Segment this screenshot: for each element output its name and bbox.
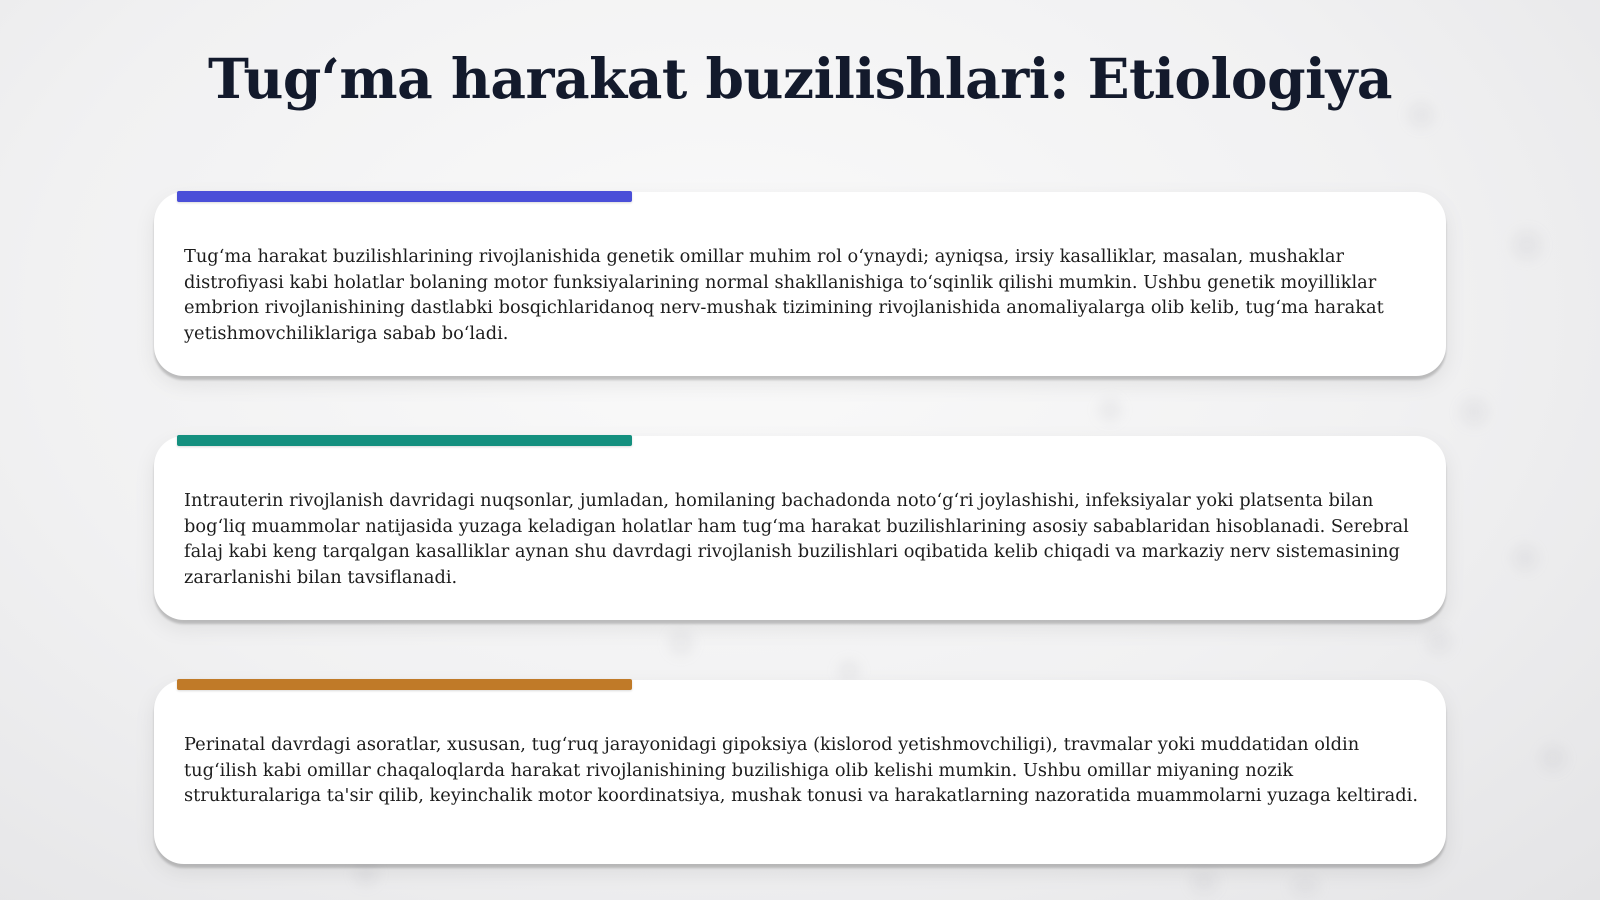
card-text: Perinatal davrdagi asoratlar, xususan, tug‘ruq jarayonidagi gipoksiya (kislorod yetishmovchiligi), travmalar yoki muddatidan oldin tug‘ilish kabi omillar chaqaloqlarda harakat rivojlanishining buzilishiga olib kelishi mumkin. Ushbu omillar miyaning nozik strukturalariga ta'sir qilib, keyinchalik motor koordinatsiya, mushak tonusi va harakatlarning nazoratida muammolarni yuzaga keltiradi. [184,734,1418,806]
etiology-card-perinatal [154,680,1446,864]
etiology-card-intrauterine [154,436,1446,620]
background-blob [1190,870,1218,894]
background-blob [838,660,860,682]
background-blob [1540,745,1566,771]
background-blob [668,630,694,656]
page-title: Tug‘ma harakat buzilishlari: Etiologiya [207,46,1393,111]
card-text: Tug‘ma harakat buzilishlarining rivojlanishida genetik omillar muhim rol o‘ynaydi; ayniqsa, irsiy kasalliklar, masalan, mushaklar distrofiyasi kabi holatlar bolaning motor funksiyalarining normal shakllanishiga to‘sqinlik qilishi mumkin. Ushbu genetik moyilliklar embrion rivojlanishining dastlabki bosqichlaridanoq nerv-mushak tizimining rivojlanishida anomaliyalarga olib kelib, tug‘ma harakat yetishmovchiliklariga sabab bo‘ladi. [184,246,1384,344]
background-blob [1512,545,1538,571]
background-blob [1290,876,1320,896]
background-blob [354,862,378,886]
background-blob [1426,628,1452,654]
card-accent-bar [177,435,632,446]
card-text: Intrauterin rivojlanish davridagi nuqsonlar, jumladan, homilaning bachadonda noto‘g‘ri joylashishi, infeksiyalar yoki platsenta bilan bog‘liq muammolar natijasida yuzaga keladigan holatlar ham tug‘ma harakat buzilishlarining asosiy sabablaridan hisoblanadi. Serebral falaj kabi keng tarqalgan kasalliklar aynan shu davrdagi rivojlanish buzilishlari oqibatida kelib chiqadi va markaziy nerv sistemasining zararlanishi bilan tavsiflanadi. [184,490,1409,588]
background-blob [1512,230,1542,260]
card-accent-bar [177,679,632,690]
etiology-card-genetic [154,192,1446,376]
background-blob [1098,398,1122,422]
background-blob [1460,398,1488,426]
card-accent-bar [177,191,632,202]
